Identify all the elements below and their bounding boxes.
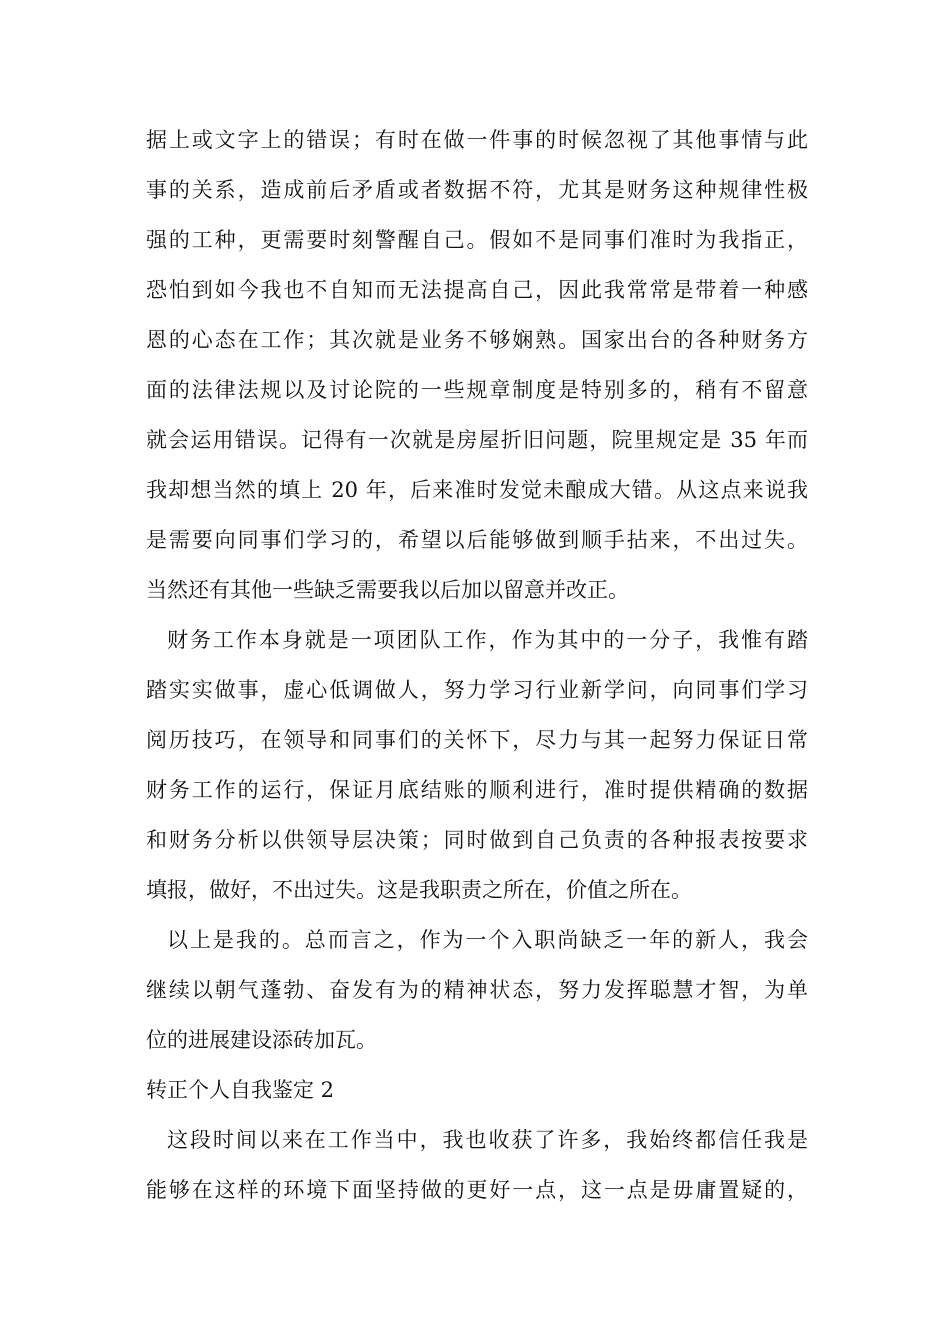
text-line: 当然还有其他一些缺乏需要我以后加以留意并改正。	[146, 578, 629, 602]
text-line: 阅历技巧，在领导和同事们的关怀下，尽力与其一起努力保证日常	[146, 728, 808, 752]
text-line: 和财务分析以供领导层决策；同时做到自己负责的各种报表按要求	[146, 828, 808, 852]
text-line: 财务工作本身就是一项团队工作，作为其中的一分子，我惟有踏	[167, 628, 808, 652]
text-line: 财务工作的运行，保证月底结账的顺利进行，准时提供精确的数据	[146, 778, 808, 802]
text-line: 事的关系，造成前后矛盾或者数据不符，尤其是财务这种规律性极	[146, 178, 808, 202]
document-page	[146, 128, 808, 1228]
text-line: 恐怕到如今我也不自知而无法提高自己，因此我常常是带着一种感	[146, 278, 808, 302]
paragraph-section2	[146, 1128, 808, 1202]
text-line: 能够在这样的环境下面坚持做的更好一点，这一点是毋庸置疑的，	[146, 1178, 808, 1202]
text-line: 位的进展建设添砖加瓦。	[146, 1028, 377, 1052]
text-line: 强的工种，更需要时刻警醒自己。假如不是同事们准时为我指正，	[146, 228, 808, 252]
text-line: 以上是我的。总而言之，作为一个入职尚缺乏一年的新人，我会	[167, 928, 808, 952]
text-line: 面的法律法规以及讨论院的一些规章制度是特别多的，稍有不留意	[146, 378, 808, 402]
section-heading: 转正个人自我鉴定 2	[146, 1078, 335, 1102]
text-line: 继续以朝气蓬勃、奋发有为的精神状态，努力发挥聪慧才智，为单	[146, 978, 808, 1002]
text-line: 就会运用错误。记得有一次就是房屋折旧问题，院里规定是 35 年而	[146, 428, 808, 452]
paragraph-continuation	[146, 128, 808, 602]
text-line: 恩的心态在工作；其次就是业务不够娴熟。国家出台的各种财务方	[146, 328, 808, 352]
text-line: 我却想当然的填上 20 年，后来准时发觉未酿成大错。从这点来说我	[146, 478, 808, 502]
text-line: 填报，做好，不出过失。这是我职责之所在，价值之所在。	[146, 878, 692, 902]
paragraph-finance-teamwork	[146, 628, 808, 902]
text-line: 是需要向同事们学习的，希望以后能够做到顺手拈来，不出过失。	[146, 528, 808, 552]
text-line: 据上或文字上的错误；有时在做一件事的时候忽视了其他事情与此	[146, 128, 808, 152]
text-line: 这段时间以来在工作当中，我也收获了许多，我始终都信任我是	[167, 1128, 808, 1152]
text-line: 踏实实做事，虚心低调做人，努力学习行业新学问，向同事们学习	[146, 678, 808, 702]
paragraph-summary	[146, 928, 808, 1052]
